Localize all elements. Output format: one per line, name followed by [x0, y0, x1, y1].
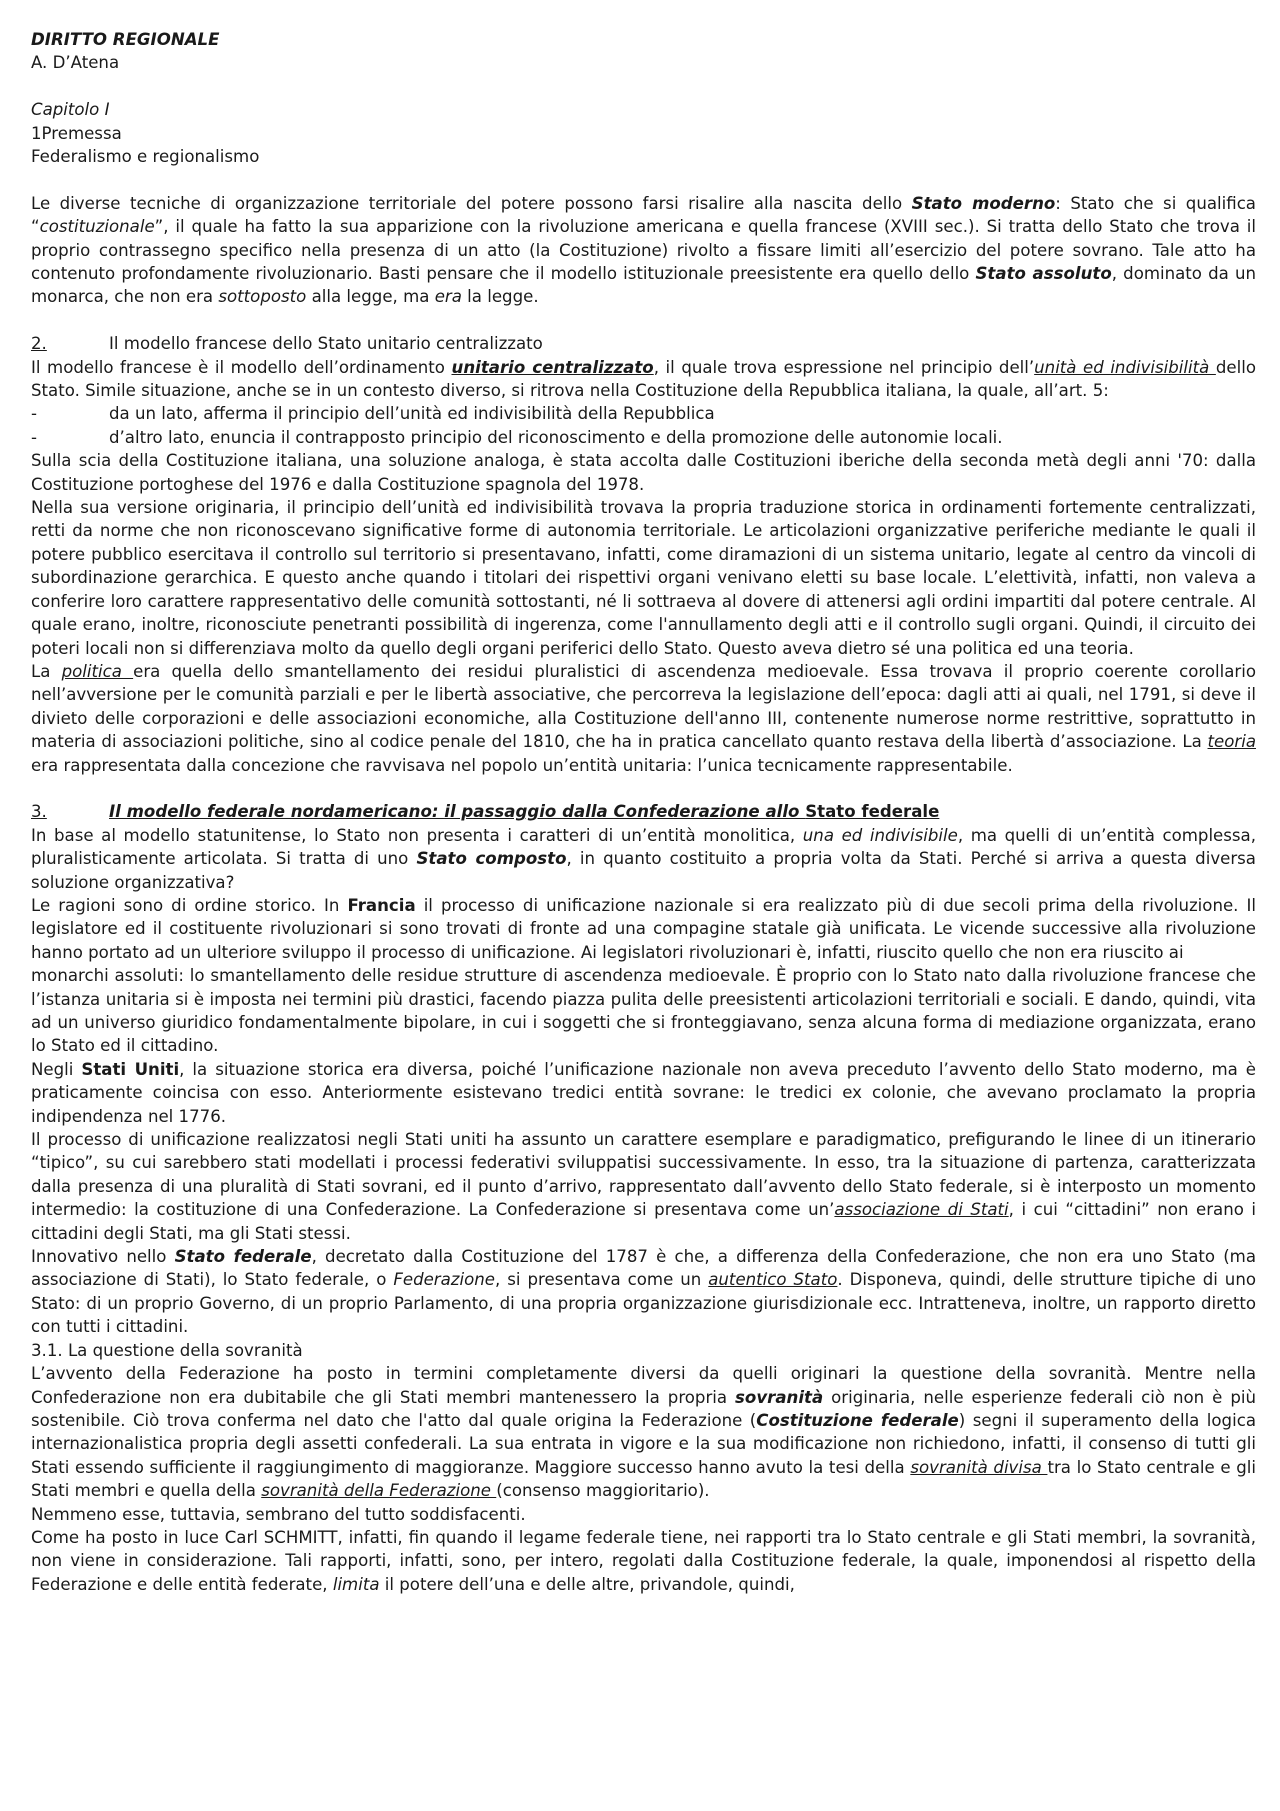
paragraph-nemmeno-esse: Nemmeno esse, tuttavia, sembrano del tutto soddisfacenti.	[31, 1504, 526, 1524]
section-1-heading: 1Premessa	[31, 123, 122, 143]
paragraph-modello-francese: Il modello francese è il modello dell’ordinamento unitario centralizzato, il quale trova espressione nel principio dell’unità ed indivisibilità dello Stato. Simile situazione, anche se in un contesto diverso, si ritrova nella Costituzione della Repubblica italiana, la quale, all’art. 5:	[31, 357, 1256, 401]
section-3-1-heading: 3.1. La questione della sovranità	[31, 1340, 303, 1360]
paragraph-ragioni-storiche: Le ragioni sono di ordine storico. In Francia il processo di unificazione nazionale si era realizzato più di due secoli prima della rivoluzione. Il legislatore ed il costituente rivoluzionari si sono trovati di fronte ad una compagine statale già unificata. Le vicende successive alla rivoluzione hanno portato ad un ulteriore sviluppo il processo di unificazione. Ai legislatori rivoluzionari è, infatti, riuscito quello che non era riuscito ai	[31, 895, 1256, 962]
paragraph-politica-teoria: La politica era quella dello smantellamento dei residui pluralistici di ascendenza medioevale. Essa trovava il proprio coerente corollario nell’avversione per le comunità parziali e per le libertà associative, che percorreva la legislazione dell’epoca: dagli atti ai quali, nel 1791, si deve il divieto delle corporazioni e delle associazioni economiche, alla Costituzione dell'anno III, contenente numerose norme restrittive, soprattutto in materia di associazioni politiche, sino al codice penale del 1810, che ha in pratica cancellato quanto restava della libertà d’associazione. La teoria era rappresentata dalla concezione che ravvisava nel popolo un’entità unitaria: l’unica tecnicamente rappresentabile.	[31, 661, 1257, 775]
document-page	[31, 28, 1256, 1596]
section-2-heading: 2. Il modello francese dello Stato unitario centralizzato	[31, 334, 543, 354]
chapter-topic: Federalismo e regionalismo	[31, 147, 260, 167]
paragraph-processo-unificazione: Il processo di unificazione realizzatosi negli Stati uniti ha assunto un carattere esemplare e paradigmatico, prefigurando le linee di un itinerario “tipico”, su cui sarebbero stati modellati i processi federativi sviluppatisi successivamente. In esso, tra la situazione di partenza, caratterizzata dalla presenza di una pluralità di Stati sovrani, ed il punto d’arrivo, rappresentato dall’avvento dello Stato federale, si è interposto un momento intermedio: la costituzione di una Confederazione. La Confederazione si presentava come un’associazione di Stati, i cui “cittadini” non erano i cittadini degli Stati, ma gli Stati stessi.	[31, 1130, 1256, 1243]
paragraph-sovranita: L’avvento della Federazione ha posto in termini completamente diversi da quelli originari la questione della sovranità. Mentre nella Confederazione non era dubitabile che gli Stati membri mantenessero la propria sovranità originaria, nelle esperienze federali ciò non è più sostenibile. Ciò trova conferma nel dato che l'atto dal quale origina la Federazione (Costituzione federale) segni il superamento della logica internazionalistica propria degli assetti confederali. La sua entrata in vigore e la sua modificazione non richiedono, infatti, il consenso di tutti gli Stati essendo sufficiente il raggiungimento di maggioranze. Maggiore successo hanno avuto la tesi della sovranità divisa tra lo Stato centrale e gli Stati membri e quella della sovranità della Federazione (consenso maggioritario).	[31, 1364, 1256, 1501]
section-3-heading: 3. Il modello federale nordamericano: il passaggio dalla Confederazione allo Stato federale	[31, 802, 940, 822]
paragraph-costituzioni-iberiche: Sulla scia della Costituzione italiana, una soluzione analoga, è stata accolta dalle Costituzioni iberiche della seconda metà degli anni '70: dalla Costituzione portoghese del 1976 e dalla Costituzione spagnola del 1978.	[31, 451, 1256, 494]
document-title: DIRITTO REGIONALE	[31, 30, 220, 49]
paragraph-stato-federale: Innovativo nello Stato federale, decretato dalla Costituzione del 1787 è che, a differenza della Confederazione, che non era uno Stato (ma associazione di Stati), lo Stato federale, o Federazione, si presentava come un autentico Stato. Disponeva, quindi, delle strutture tipiche di uno Stato: di un proprio Governo, di un proprio Parlamento, di una propria organizzazione giurisdizionale ecc. Intratteneva, inoltre, un rapporto diretto con tutti i cittadini.	[31, 1247, 1257, 1337]
list-item: - da un lato, afferma il principio dell’unità ed indivisibilità della Repubblica	[31, 404, 715, 424]
author: A. D’Atena	[31, 53, 120, 73]
paragraph-schmitt: Come ha posto in luce Carl SCHMITT, infatti, fin quando il legame federale tiene, nei rapporti tra lo Stato centrale e gli Stati membri, la sovranità, non viene in considerazione. Tali rapporti, infatti, sono, per intero, regolati dalla Costituzione federale, la quale, imponendosi al rispetto della Federazione e delle entità federate, limita il potere dell’una e delle altre, privandole, quindi,	[31, 1527, 1256, 1594]
list-item: - d’altro lato, enuncia il contrapposto principio del riconoscimento e della promozione delle autonomie locali.	[31, 427, 1003, 447]
paragraph-premessa: Le diverse tecniche di organizzazione territoriale del potere possono farsi risalire alla nascita dello Stato moderno: Stato che si qualifica “costituzionale”, il quale ha fatto la sua apparizione con la rivoluzione americana e quella francese (XVIII sec.). Si tratta dello Stato che trova il proprio contrassegno specifico nella presenza di un atto (la Costituzione) rivolto a fissare limiti all’esercizio del potere sovrano. Tale atto ha contenuto profondamente rivoluzionario. Basti pensare che il modello istituzionale preesistente era quello dello Stato assoluto, dominato da un monarca, che non era sottoposto alla legge, ma era la legge.	[31, 193, 1256, 307]
chapter-label: Capitolo I	[31, 100, 110, 120]
paragraph-versione-originaria: Nella sua versione originaria, il principio dell’unità ed indivisibilità trovava la propria traduzione storica in ordinamenti fortemente centralizzati, retti da norme che non riconoscevano significative forme di autonomia territoriale. Le articolazioni organizzative periferiche mediante le quali il potere pubblico esercitava il controllo sul territorio si presentavano, infatti, come diramazioni di un sistema unitario, legate al centro da vincoli di subordinazione gerarchica. E questo anche quando i titolari dei rispettivi organi venivano eletti su base locale. L’elettività, infatti, non valeva a conferire loro carattere rappresentativo delle comunità sottostanti, né li sottraeva al dovere di attenersi agli ordini impartiti dal potere centrale. Al quale erano, inoltre, riconosciute penetranti possibilità di ingerenza, come l'annullamento degli atti e il controllo sugli organi. Quindi, il circuito dei poteri locali non si differenziava molto da quello degli organi periferici dello Stato. Questo aveva dietro sé una politica ed una teoria.	[31, 498, 1256, 658]
paragraph-stati-uniti: Negli Stati Uniti, la situazione storica era diversa, poiché l’unificazione nazionale non aveva preceduto l’avvento dello Stato moderno, ma è praticamente coincisa con esso. Anteriormente esistevano tredici entità sovrane: le tredici ex colonie, che avevano proclamato la propria indipendenza nel 1776.	[31, 1059, 1257, 1126]
paragraph-modello-statunitense: In base al modello statunitense, lo Stato non presenta i caratteri di un’entità monolitica, una ed indivisibile, ma quelli di un’entità complessa, pluralisticamente articolata. Si tratta di uno Stato composto, in quanto costituito a propria volta da Stati. Perché si arriva a questa diversa soluzione organizzativa?	[31, 825, 1256, 892]
paragraph-monarchi-assoluti: monarchi assoluti: lo smantellamento delle residue strutture di ascendenza medioevale. È proprio con lo Stato nato dalla rivoluzione francese che l’istanza unitaria si è imposta nei termini più drastici, facendo piazza pulita delle preesistenti articolazioni territoriali e sociali. E dando, quindi, vita ad un universo giuridico fondamentalmente bipolare, in cui i soggetti che si fronteggiavano, senza alcuna forma di mediazione organizzata, erano lo Stato ed il cittadino.	[31, 966, 1256, 1056]
